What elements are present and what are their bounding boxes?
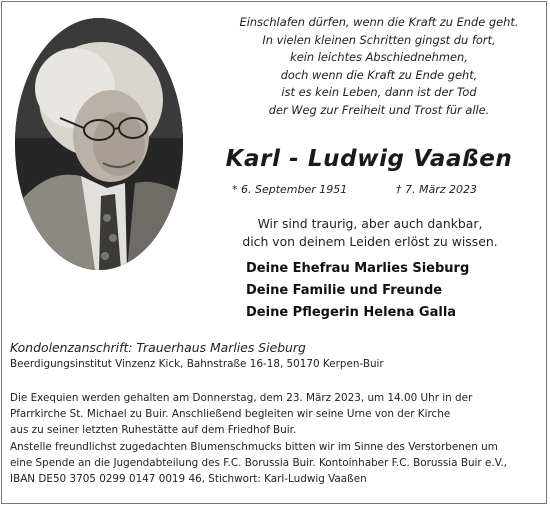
poem-line: ist es kein Leben, dann ist der Tod (281, 85, 477, 100)
funeral-information (10, 390, 544, 487)
condolence-address-line: Kondolenzanschrift: Trauerhaus Marlies Sieburg (10, 340, 306, 355)
info-line: Die Exequien werden gehalten am Donnerstag, dem 23. März 2023, um 14.00 Uhr in der (10, 392, 473, 404)
mourner-line: Deine Familie und Freunde (246, 283, 443, 298)
poem-line: kein leichtes Abschiednehmen, (290, 50, 468, 65)
grief-message (200, 215, 540, 251)
mourner-line: Deine Pflegerin Helena Galla (246, 305, 457, 320)
mourners-list (246, 258, 469, 324)
poem (226, 14, 532, 120)
info-line: Pfarrkirche St. Michael zu Buir. Anschließend begleiten wir seine Urne von der Kirche (10, 408, 451, 421)
mourner-line: Deine Ehefrau Marlies Sieburg (246, 261, 470, 276)
death-date: † 7. März 2023 (396, 183, 478, 196)
condolence-address (10, 339, 384, 373)
info-line: eine Spende an die Jugendabteilung des F.C. Borussia Buir. Kontoinhaber F.C. Borussia Buir e.V., (10, 456, 508, 469)
birth-date: * 6. September 1951 (232, 183, 348, 196)
poem-line: der Weg zur Freiheit und Trost für alle. (268, 102, 490, 117)
info-line: IBAN DE50 3705 0299 0147 0019 46, Stichwort: Karl-Ludwig Vaaßen (10, 473, 367, 486)
info-line: aus zu seiner letzten Ruhestätte auf dem Friedhof Buir. (10, 424, 297, 437)
poem-line: Einschlafen dürfen, wenn die Kraft zu Ende geht. (239, 15, 519, 29)
portrait-photo (15, 18, 183, 270)
info-line: Anstelle freundlichst zugedachten Blumenschmucks bitten wir im Sinne des Verstorbenen um (10, 440, 498, 453)
poem-line: In vielen kleinen Schritten gingst du fort, (262, 32, 496, 47)
poem-line: doch wenn die Kraft zu Ende geht, (280, 67, 478, 82)
deceased-name: Karl - Ludwig Vaaßen (225, 146, 513, 172)
grief-message-line: dich von deinem Leiden erlöst zu wissen. (242, 234, 498, 249)
funeral-home-line: Beerdigungsinstitut Vinzenz Kick, Bahnstraße 16-18, 50170 Kerpen-Buir (10, 358, 384, 370)
grief-message-line: Wir sind traurig, aber auch dankbar, (257, 216, 483, 231)
